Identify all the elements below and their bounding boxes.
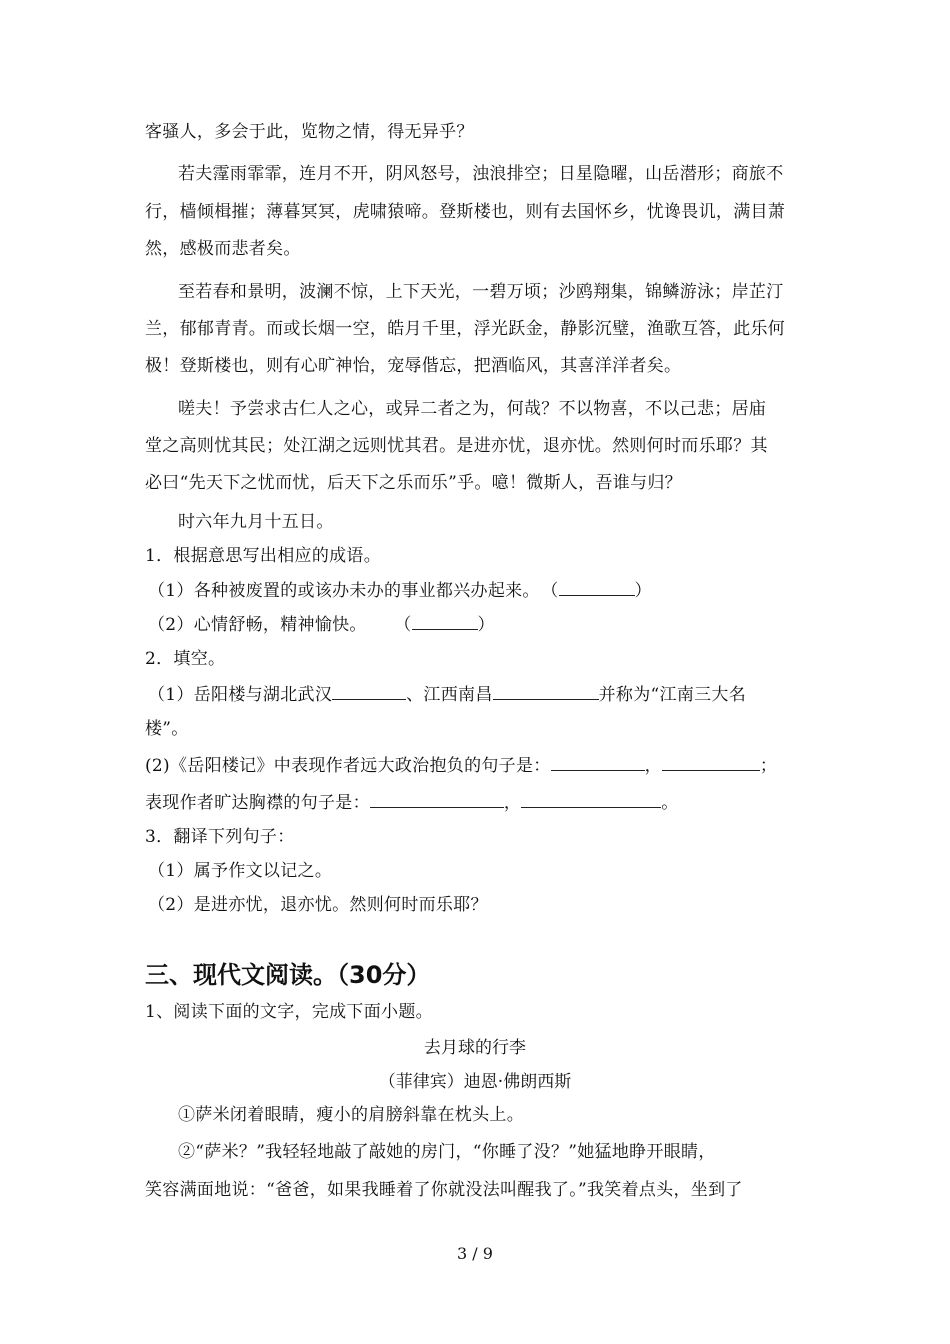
- answer-blank[interactable]: [551, 754, 645, 771]
- question-2-item-2-cont: 表现作者旷达胸襟的句子是： ， 。: [145, 793, 679, 813]
- page-number: 3 / 9: [457, 1244, 493, 1263]
- story-title: 去月球的行李: [424, 1038, 526, 1058]
- question-2-item-2: (2)《岳阳楼记》中表现作者远大政治抱负的句子是： ， ；: [145, 756, 778, 776]
- story-author: （菲律宾）迪恩·佛朗西斯: [378, 1072, 572, 1092]
- story-paragraph: ②“萨米？”我轻轻地敲了敲她的房门，“你睡了没？”她猛地睁开眼睛，: [178, 1142, 716, 1162]
- passage-line: 至若春和景明，波澜不惊，上下天光，一碧万顷；沙鸥翔集，锦鳞游泳；岸芷汀: [178, 282, 784, 302]
- passage-line: 必曰“先天下之忧而忧，后天下之乐而乐”乎。噫！微斯人，吾谁与归？: [145, 473, 682, 493]
- section-heading: 三、现代文阅读。（30分）: [145, 961, 431, 989]
- passage-line: 堂之高则忧其民；处江湖之远则忧其君。是进亦忧，退亦忧。然则何时而乐耶？其: [145, 436, 768, 456]
- answer-blank[interactable]: [412, 613, 478, 630]
- question-3-title: 3．翻译下列句子：: [145, 827, 295, 847]
- passage-date: 时六年九月十五日。: [178, 512, 334, 532]
- question-2-item-1: （1）岳阳楼与湖北武汉 、江西南昌 并称为“江南三大名: [148, 685, 747, 705]
- passage-line: 嗟夫！予尝求古仁人之心，或异二者之为，何哉？不以物喜，不以己悲；居庙: [178, 399, 767, 419]
- passage-line: 然，感极而悲者矣。: [145, 239, 301, 259]
- answer-blank[interactable]: [332, 683, 406, 700]
- story-paragraph-cont: 笑容满面地说：“爸爸，如果我睡着了你就没法叫醒我了。”我笑着点头，坐到了: [145, 1180, 743, 1200]
- question-3-item-1: （1）属予作文以记之。: [148, 861, 333, 881]
- passage-line: 客骚人，多会于此，览物之情，得无异乎？: [145, 122, 474, 142]
- question-1-item-2: （2）心情舒畅，精神愉快。 （ ）: [148, 615, 495, 635]
- question-1-item-1: （1）各种被废置的或该办未办的事业都兴办起来。 （ ）: [148, 581, 652, 601]
- answer-blank[interactable]: [521, 791, 661, 808]
- answer-blank[interactable]: [370, 791, 504, 808]
- question-3-item-2: （2）是进亦忧，退亦忧。然则何时而乐耶？: [148, 895, 488, 915]
- answer-blank[interactable]: [559, 579, 635, 596]
- question-2-title: 2．填空。: [145, 649, 226, 669]
- passage-line: 若夫霪雨霏霏，连月不开，阴风怒号，浊浪排空；日星隐曜，山岳潜形；商旅不: [178, 164, 784, 184]
- answer-blank[interactable]: [493, 683, 599, 700]
- passage-line: 兰，郁郁青青。而或长烟一空，皓月千里，浮光跃金，静影沉璧，渔歌互答，此乐何: [145, 319, 786, 339]
- question-1-title: 1．根据意思写出相应的成语。: [145, 546, 382, 566]
- passage-line: 极！登斯楼也，则有心旷神怡，宠辱偕忘，把酒临风，其喜洋洋者矣。: [145, 356, 682, 376]
- section-intro: 1、阅读下面的文字，完成下面小题。: [145, 1002, 433, 1022]
- answer-blank[interactable]: [662, 754, 760, 771]
- passage-line: 行，樯倾楫摧；薄暮冥冥，虎啸猿啼。登斯楼也，则有去国怀乡，忧谗畏讥，满目萧: [145, 202, 786, 222]
- question-2-item-1-cont: 楼”。: [145, 719, 189, 739]
- story-paragraph: ①萨米闭着眼睛，瘦小的肩膀斜靠在枕头上。: [178, 1105, 524, 1125]
